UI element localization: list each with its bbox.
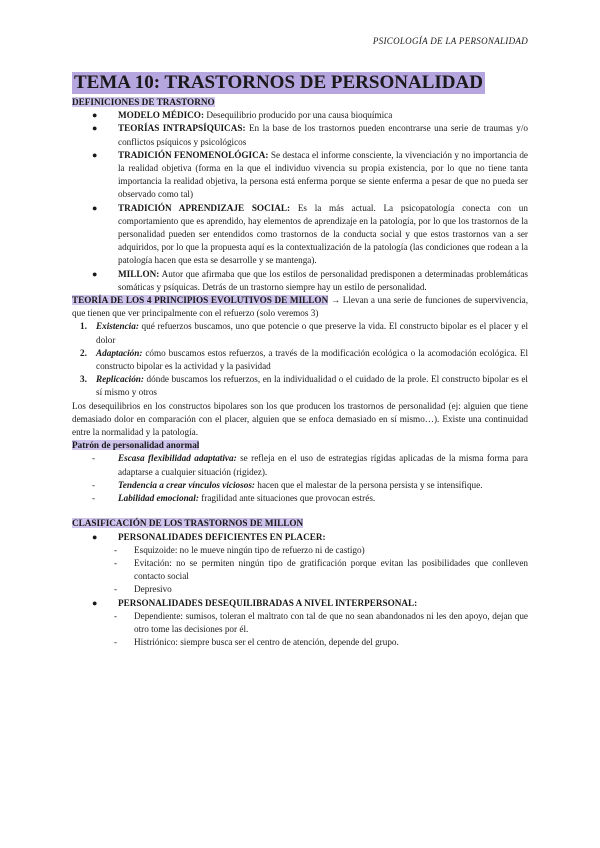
bullet-icon: ● (92, 597, 98, 608)
item-text: qué refuerzos buscamos, uno que potencie o que preserve la vida. El constructo bipolar es el placer y el dolor (96, 321, 528, 345)
sub-item-text: Evitación: no se permiten ningún tipo de gratificación porque evitan las posibilidades que conlleven contacto social (134, 557, 528, 582)
dash-icon: - (114, 584, 118, 595)
running-header: PSICOLOGÍA DE LA PERSONALIDAD (372, 36, 528, 46)
list-item (72, 347, 528, 373)
list-item (72, 479, 528, 492)
item-text: Autor que afirmaba que que los estilos de personalidad predisponen a determinadas problemáticas somáticas y psíquicas. Detrás de un trastorno siempre hay un estilo de personalidad. (118, 268, 528, 292)
sub-item-text: Histriónico: siempre busca ser el centro de atención, depende del grupo. (134, 637, 399, 648)
dash-icon: - (114, 610, 118, 621)
definiciones-list (72, 109, 528, 294)
section-heading-clasificacion: CLASIFICACIÓN DE LOS TRASTORNOS DE MILLON (72, 518, 304, 529)
list-item (72, 597, 528, 650)
item-text: Es la más actual. La psicopatología conecta con un comportamiento que es aprendido, hay elementos de aprendizaje en la patología, por lo que los trastornos de la personalidad pueden ser entendidos como trastornos de la conducta social y que estos trastornos van a ser adquiridos, por lo que la propuesta aquí es la contextualización de la patología (las condiciones que rodean a la patología hacen que esta se desarrolle y se mantenga). (118, 202, 528, 266)
list-item (72, 202, 528, 268)
item-term: TEORÍAS INTRAPSÍQUICAS: (118, 123, 246, 134)
item-number: 1. (80, 321, 87, 332)
dash-icon: - (92, 479, 96, 490)
list-item (72, 452, 528, 478)
sub-list-item (72, 544, 528, 557)
group-label: PERSONALIDADES DEFICIENTES EN PLACER: (118, 531, 326, 542)
arrow-icon: → (328, 295, 343, 306)
sub-item-text: Esquizoide: no le mueve ningún tipo de refuerzo ni de castigo) (134, 544, 365, 555)
item-term: MILLON: (118, 268, 160, 279)
dash-icon: - (92, 493, 96, 504)
dash-icon: - (92, 453, 96, 464)
clasificacion-list (72, 531, 528, 650)
section-definiciones (72, 96, 528, 294)
item-term: Existencia: (96, 321, 139, 332)
section-heading-teoria: TEORÍA DE LOS 4 PRINCIPIOS EVOLUTIVOS DE MILLON (72, 295, 329, 306)
dash-icon: - (114, 637, 118, 648)
sub-list-item (72, 610, 528, 636)
item-term: Tendencia a crear vínculos viciosos: (118, 479, 255, 490)
item-text: dónde buscamos los refuerzos, en la individualidad o el cuidado de la prole. El constructo bipolar es el sí mismo y otros (96, 374, 528, 398)
sub-list-item (72, 636, 528, 649)
list-item (72, 268, 528, 294)
sub-item-text: Depresivo (134, 584, 172, 595)
bullet-icon: ● (92, 202, 98, 213)
page-title: TEMA 10: TRASTORNOS DE PERSONALIDAD (74, 72, 483, 93)
item-text: se refleja en el uso de estrategias rígidas aplicadas de la misma forma para adaptarse a cualquier situación (rigidez). (118, 453, 528, 477)
bullet-icon: ● (92, 531, 98, 542)
dash-icon: - (114, 557, 118, 568)
bullet-icon: ● (92, 268, 98, 279)
item-term: TRADICIÓN FENOMENOLÓGICA: (118, 149, 269, 160)
section-clasificacion (72, 517, 528, 649)
item-text: Se destaca el informe consciente, la vivenciación y no importancia de la realidad objetiva (forma en la que el individuo vivencia su propia existencia, por lo que no tiene tanta importancia la realidad objetiva, la persona está enferma porque se siente enferma a pesar de que no pueda ser observado como tal) (118, 149, 528, 200)
item-text: cómo buscamos estos refuerzos, a través de la modificación ecológica o la acomodación ecológica. El constructo bipolar es la actividad y la pasividad (96, 347, 528, 372)
sub-list (72, 544, 528, 597)
item-term: Adaptación: (96, 347, 143, 358)
section-heading-definiciones: DEFINICIONES DE TRASTORNO (72, 97, 215, 107)
sub-list-item (72, 557, 528, 583)
patron-list (72, 452, 528, 505)
item-number: 2. (80, 347, 87, 358)
list-item (72, 122, 528, 148)
teoria-intro-text: Llevan a una serie de funciones de supervivencia, que tienen que ver principalmente con el refuerzo (solo veremos 3) (72, 295, 528, 319)
list-item (72, 531, 528, 597)
bullet-icon: ● (92, 110, 98, 121)
sub-list-item (72, 583, 528, 596)
sub-list (72, 610, 528, 650)
teoria-paragraph: Los desequilibrios en los constructos bipolares son los que producen los trastornos de personalidad (ej: alguien que tiene demasiado dolor en comparación con el placer, alguien que se enfoca demasiado en sí mismo…). Existe una continuidad entre la normalidad y la patología. (72, 400, 528, 438)
list-item (72, 373, 528, 399)
item-term: MODELO MÉDICO: (118, 110, 205, 121)
item-term: TRADICIÓN APRENDIZAJE SOCIAL: (118, 202, 291, 213)
list-item (72, 492, 528, 505)
item-term: Escasa flexibilidad adaptativa: (118, 453, 237, 464)
item-text: hacen que el malestar de la persona persista y se intensifique. (254, 479, 483, 490)
sub-item-text: Dependiente: sumisos, toleran el maltrato con tal de que no sean abandonados ni les den apoyo, dejan que otro tome las decisiones por él. (134, 610, 528, 634)
item-text: En la base de los trastornos pueden encontrarse una serie de traumas y/o conflictos psíquicos y psicológicos (118, 123, 528, 147)
group-label: PERSONALIDADES DESEQUILIBRADAS A NIVEL INTERPERSONAL: (118, 597, 418, 608)
section-patron (72, 439, 528, 505)
section-teoria (72, 294, 528, 439)
bullet-icon: ● (92, 123, 98, 134)
page-content (72, 72, 528, 649)
item-term: Labilidad emocional: (118, 493, 199, 504)
item-text: Desequilibrio producido por una causa bioquímica (204, 110, 393, 121)
teoria-list (72, 320, 528, 399)
item-number: 3. (80, 374, 87, 385)
item-term: Replicación: (96, 374, 144, 385)
item-text: fragilidad ante situaciones que provocan estrés. (198, 493, 376, 504)
bullet-icon: ● (92, 149, 98, 160)
dash-icon: - (114, 544, 118, 555)
list-item (72, 320, 528, 346)
section-heading-patron: Patrón de personalidad anormal (72, 440, 200, 451)
teoria-intro (72, 294, 528, 320)
list-item (72, 109, 528, 122)
list-item (72, 149, 528, 202)
